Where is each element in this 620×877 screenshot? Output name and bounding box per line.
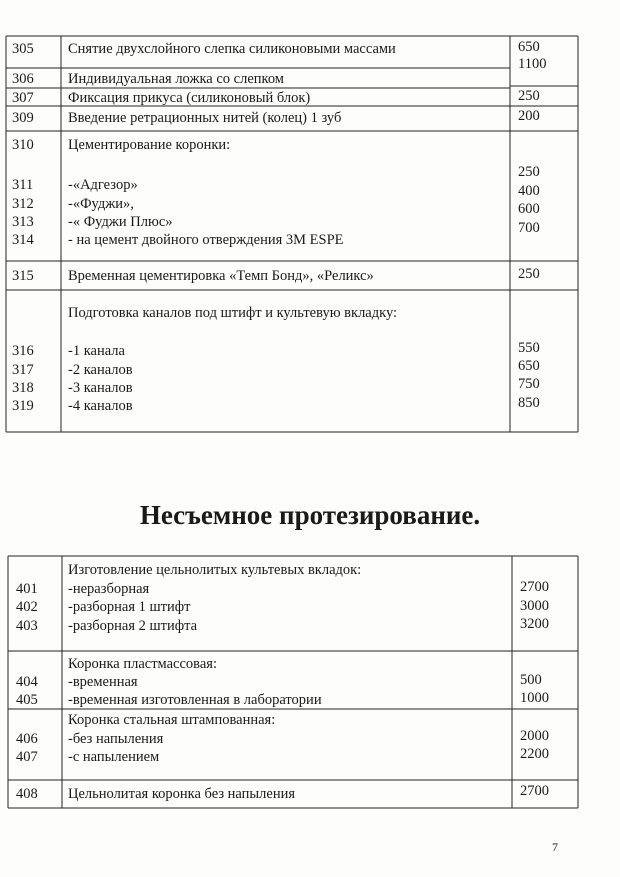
service-description: Снятие двухслойного слепка силиконовыми массами bbox=[68, 41, 396, 57]
service-description: -4 каналов bbox=[68, 398, 133, 414]
service-price: 250 bbox=[518, 266, 540, 282]
service-group-heading: Коронка стальная штампованная: bbox=[68, 712, 276, 728]
service-group-heading: Цементирование коронки: bbox=[68, 137, 231, 153]
service-description: -временная изготовленная в лаборатории bbox=[68, 692, 322, 708]
service-code: 314 bbox=[12, 232, 34, 248]
page-number: 7 bbox=[552, 840, 558, 854]
service-description: -с напылением bbox=[68, 749, 160, 765]
service-description: -без напыления bbox=[68, 731, 164, 747]
service-group-heading: Коронка пластмассовая: bbox=[68, 656, 217, 672]
service-description: -2 каналов bbox=[68, 362, 133, 378]
service-price: 850 bbox=[518, 395, 540, 411]
service-description: -« Фуджи Плюс» bbox=[68, 214, 173, 230]
service-price: 2700 bbox=[520, 783, 549, 799]
service-code: 311 bbox=[12, 177, 34, 193]
service-description: Фиксация прикуса (силиконовый блок) bbox=[68, 90, 311, 106]
service-code: 307 bbox=[12, 90, 34, 106]
service-code: 310 bbox=[12, 137, 34, 153]
service-description: Цельнолитая коронка без напыления bbox=[68, 786, 296, 802]
service-code: 318 bbox=[12, 380, 34, 396]
section-title: Несъемное протезирование. bbox=[139, 500, 481, 530]
service-code: 401 bbox=[16, 581, 38, 597]
service-group-heading: Изготовление цельнолитых культевых вкладок: bbox=[68, 562, 362, 578]
service-price: 250 bbox=[518, 88, 540, 104]
service-code: 404 bbox=[16, 674, 38, 690]
service-code: 406 bbox=[16, 731, 38, 747]
service-code: 408 bbox=[16, 786, 38, 802]
service-description: -разборная 1 штифт bbox=[68, 599, 191, 615]
service-price: 2200 bbox=[520, 746, 549, 762]
service-code: 405 bbox=[16, 692, 38, 708]
service-code: 315 bbox=[12, 268, 34, 284]
service-price: 650 bbox=[518, 39, 540, 55]
service-description: Временная цементировка «Темп Бонд», «Реликс» bbox=[68, 268, 374, 284]
service-price: 550 bbox=[518, 340, 540, 356]
service-price: 3000 bbox=[520, 598, 549, 614]
service-description: -временная bbox=[68, 674, 138, 690]
service-code: 317 bbox=[12, 362, 34, 378]
service-description: Индивидуальная ложка со слепком bbox=[68, 71, 284, 87]
service-price: 2000 bbox=[520, 728, 549, 744]
service-price: 650 bbox=[518, 358, 540, 374]
service-price: 200 bbox=[518, 108, 540, 124]
service-code: 319 bbox=[12, 398, 34, 414]
service-price: 400 bbox=[518, 183, 540, 199]
service-code: 306 bbox=[12, 71, 34, 87]
service-description: -1 канала bbox=[68, 343, 125, 359]
service-price: 2700 bbox=[520, 579, 549, 595]
service-code: 316 bbox=[12, 343, 34, 359]
service-description: -«Адгезор» bbox=[68, 177, 138, 193]
service-code: 309 bbox=[12, 110, 34, 126]
service-description: -«Фуджи», bbox=[68, 196, 134, 212]
service-description: - на цемент двойного отверждения 3М ESPE bbox=[68, 232, 344, 248]
service-description: Введение ретрационных нитей (колец) 1 зуб bbox=[68, 110, 342, 126]
service-price: 500 bbox=[520, 672, 542, 688]
service-code: 403 bbox=[16, 618, 38, 634]
service-price: 3200 bbox=[520, 616, 549, 632]
service-price: 1100 bbox=[518, 56, 547, 72]
service-price: 250 bbox=[518, 164, 540, 180]
service-group-heading: Подготовка каналов под штифт и культевую вкладку: bbox=[68, 305, 398, 321]
service-price: 1000 bbox=[520, 690, 549, 706]
service-price: 600 bbox=[518, 201, 540, 217]
service-description: -3 каналов bbox=[68, 380, 133, 396]
service-code: 313 bbox=[12, 214, 34, 230]
service-description: -разборная 2 штифта bbox=[68, 618, 198, 634]
service-description: -неразборная bbox=[68, 581, 150, 597]
service-code: 312 bbox=[12, 196, 34, 212]
service-code: 407 bbox=[16, 749, 38, 765]
service-price: 700 bbox=[518, 220, 540, 236]
service-price: 750 bbox=[518, 376, 540, 392]
service-code: 402 bbox=[16, 599, 38, 615]
service-code: 305 bbox=[12, 41, 34, 57]
